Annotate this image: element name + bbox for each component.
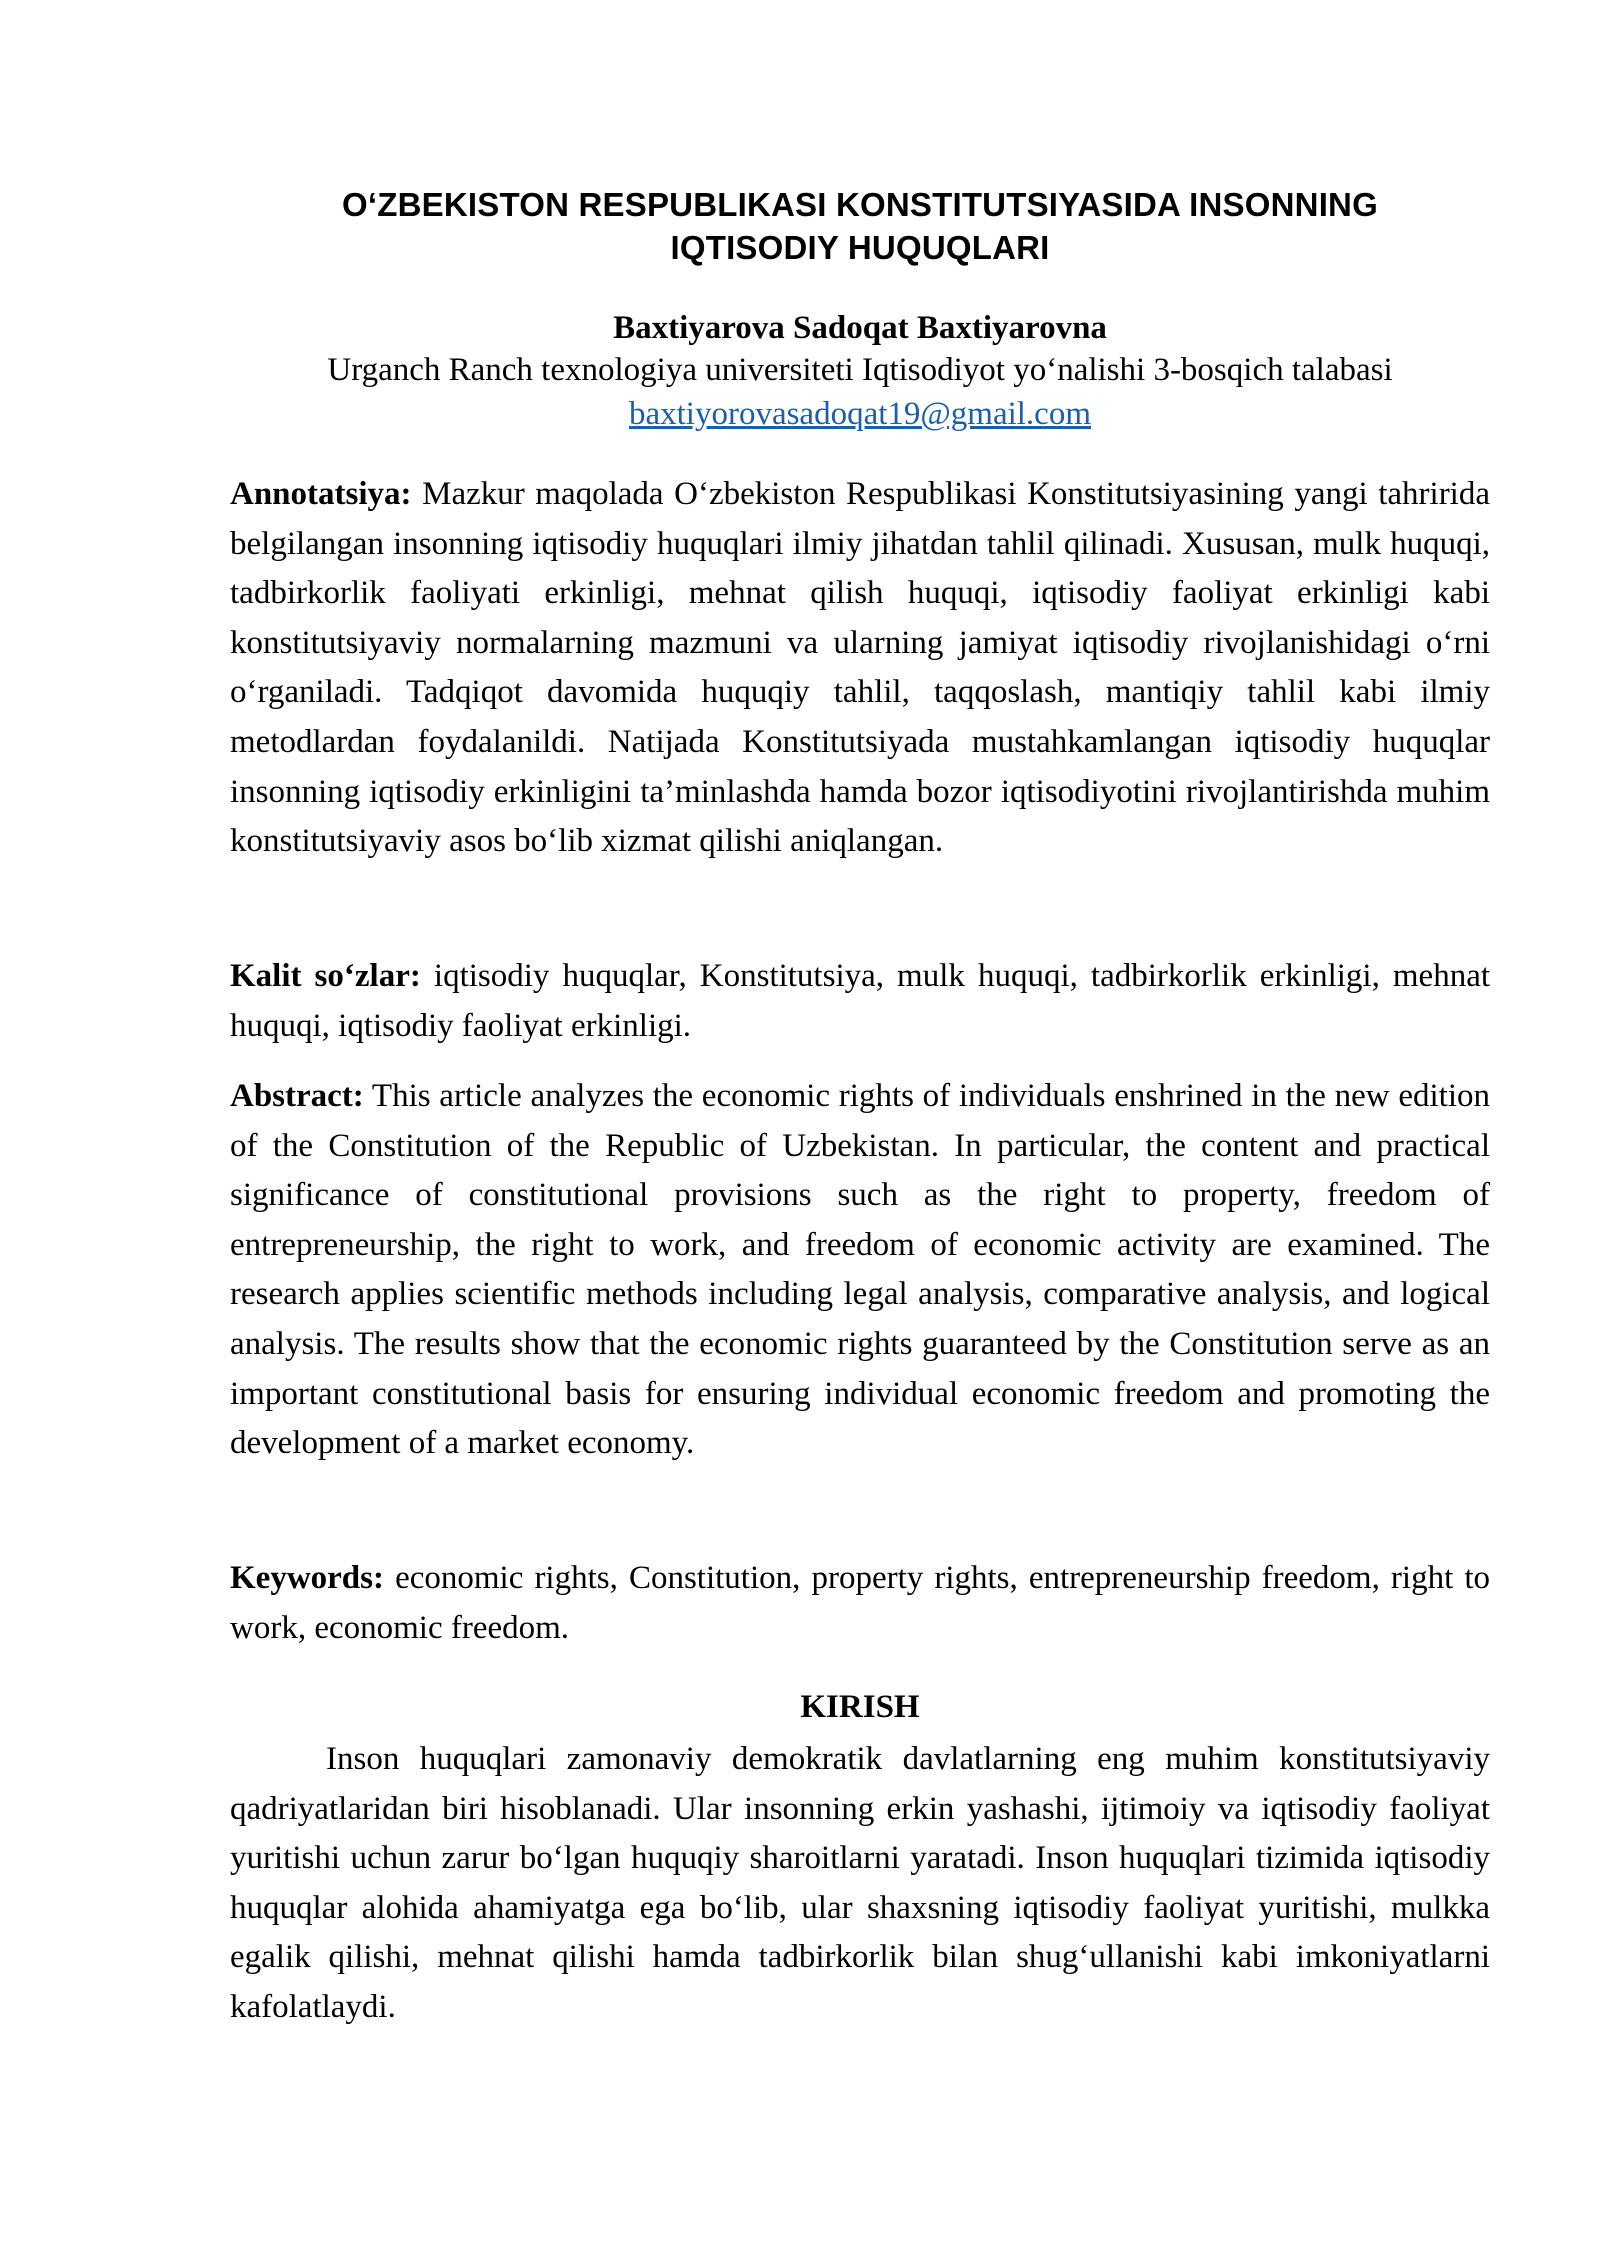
- section-heading-kirish: KIRISH: [800, 1689, 920, 1725]
- paper-title: [230, 183, 1490, 269]
- author-email-link[interactable]: baxtiyorovasadoqat19@gmail.com: [628, 396, 1092, 432]
- annotatsiya-text: Mazkur maqolada O‘zbekiston Respublikasi Konstitutsiyasining yangi tahririda belgilangan insonning iqtisodiy huquqlari ilmiy jihatdan tahlil qilinadi. Xususan, mulk huquqi, tadbirkorlik faoliyati erkinligi, mehnat qilish huquqi, iqtisodiy faoliyat erkinligi kabi konstitutsiyaviy normalarning mazmuni va ularning jamiyat iqtisodiy rivojlanishidagi o‘rni o‘rganiladi. Tadqiqot davomida huquqiy tahlil, taqqoslash, mantiqiy tahlil kabi ilmiy metodlardan foydalanildi. Natijada Konstitutsiyada mustahkamlangan iqtisodiy huquqlar insonning iqtisodiy erkinligini ta’minlashda hamda bozor iqtisodiyotini rivojlantirishda muhim konstitutsiyaviy asos bo‘lib xizmat qilishi aniqlangan.: [230, 476, 1490, 860]
- author-affiliation: Urganch Ranch texnologiya universiteti Iqtisodiyot yo‘nalishi 3-bosqich talabasi: [327, 352, 1393, 388]
- annotatsiya-paragraph: [230, 470, 1490, 867]
- paper-title-line-2: IQTISODIY HUQUQLARI: [670, 229, 1050, 266]
- keywords-text: economic rights, Constitution, property rights, entrepreneurship freedom, right to work, economic freedom.: [230, 1560, 1491, 1646]
- author-email-line: [230, 393, 1490, 436]
- kalit-sozlar-label: Kalit so‘zlar:: [230, 958, 421, 994]
- author-name: Baxtiyarova Sadoqat Baxtiyarovna: [613, 310, 1107, 346]
- paper-title-line-1: O‘ZBEKISTON RESPUBLIKASI KONSTITUTSIYASIDA INSONNING: [342, 186, 1378, 223]
- kalit-sozlar-paragraph: [230, 952, 1490, 1051]
- abstract-paragraph: [230, 1072, 1490, 1469]
- keywords-paragraph: [230, 1554, 1490, 1653]
- annotatsiya-label: Annotatsiya:: [230, 476, 412, 512]
- keywords-label: Keywords:: [230, 1560, 384, 1596]
- kirish-paragraph: Inson huquqlari zamonaviy demokratik davlatlarning eng muhim konstitutsiyaviy qadriyatlaridan biri hisoblanadi. Ular insonning erkin yashashi, ijtimoiy va iqtisodiy faoliyat yuritishi uchun zarur bo‘lgan huquqiy sharoitlarni yaratadi. Inson huquqlari tizimida iqtisodiy huquqlar alohida ahamiyatga ega bo‘lib, ular shaxsning iqtisodiy faoliyat yuritishi, mulkka egalik qilishi, mehnat qilishi hamda tadbirkorlik bilan shug‘ullanishi kabi imkoniyatlarni kafolatlaydi.: [230, 1741, 1490, 2025]
- abstract-text: This article analyzes the economic rights of individuals enshrined in the new edition of the Constitution of the Republic of Uzbekistan. In particular, the content and practical significance of constitutional provisions such as the right to property, freedom of entrepreneurship, the right to work, and freedom of economic activity are examined. The research applies scientific methods including legal analysis, comparative analysis, and logical analysis. The results show that the economic rights guaranteed by the Constitution serve as an important constitutional basis for ensuring individual economic freedom and promoting the development of a market economy.: [230, 1078, 1491, 1462]
- kalit-sozlar-text: iqtisodiy huquqlar, Konstitutsiya, mulk huquqi, tadbirkorlik erkinligi, mehnat huquqi, iqtisodiy faoliyat erkinligi.: [230, 958, 1491, 1044]
- abstract-label: Abstract:: [230, 1078, 364, 1114]
